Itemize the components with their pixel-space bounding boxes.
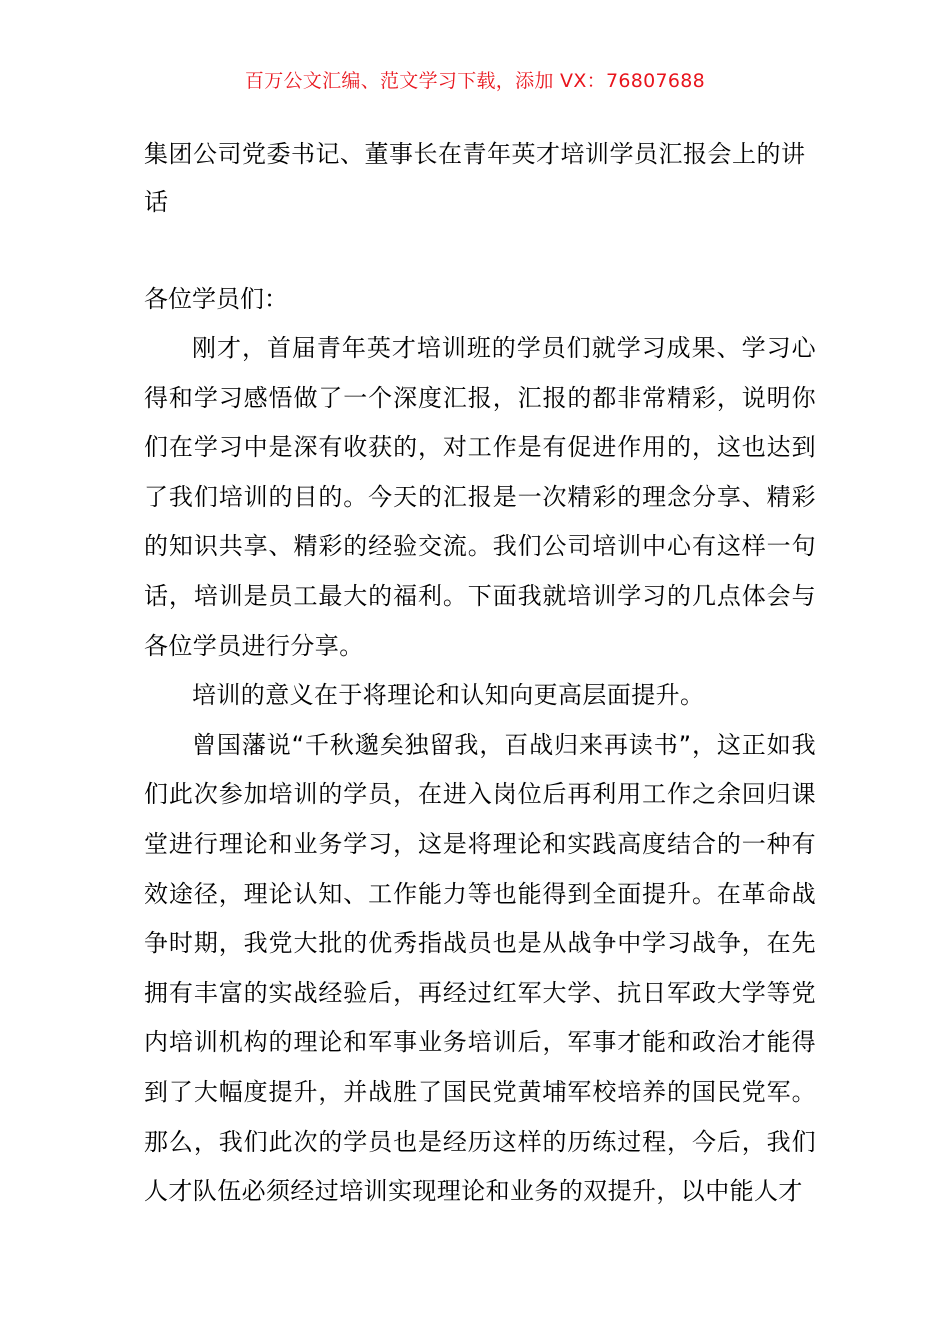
paragraph: 培训的意义在于将理论和认知向更高层面提升。 bbox=[192, 681, 705, 710]
document-body bbox=[144, 130, 816, 1217]
salutation: 各位学员们： bbox=[144, 285, 288, 313]
document-title: 集团公司党委书记、董事长在青年英才培训学员汇报会上的讲话 bbox=[144, 140, 806, 216]
paragraph: 曾国藩说“千秋邈矣独留我，百战归来再读书”，这正如我们此次参加培训的学员，在进入岗位后再利用工作之余回归课堂进行理论和业务学习，这是将理论和实践高度结合的一种有效途径，理论认知、工作能力等也能得到全面提升。在革命战争时期，我党大批的优秀指战员也是从战争中学习战争，在先拥有丰富的实战经验后，再经过红军大学、抗日军政大学等党内培训机构的理论和军事业务培训后，军事才能和政治才能得到了大幅度提升，并战胜了国民党黄埔军校培养的国民党军。那么，我们此次的学员也是经历这样的历练过程，今后，我们人才队伍必须经过培训实现理论和业务的双提升，以中能人才 bbox=[144, 730, 816, 1206]
paragraph: 刚才，首届青年英才培训班的学员们就学习成果、学习心得和学习感悟做了一个深度汇报，汇报的都非常精彩，说明你们在学习中是深有收获的，对工作是有促进作用的，这也达到了我们培训的目的。今天的汇报是一次精彩的理念分享、精彩的知识共享、精彩的经验交流。我们公司培训中心有这样一句话，培训是员工最大的福利。下面我就培训学习的几点体会与各位学员进行分享。 bbox=[144, 334, 816, 660]
header-note: 百万公文汇编、范文学习下载，添加 VX：76807688 bbox=[244, 70, 706, 92]
